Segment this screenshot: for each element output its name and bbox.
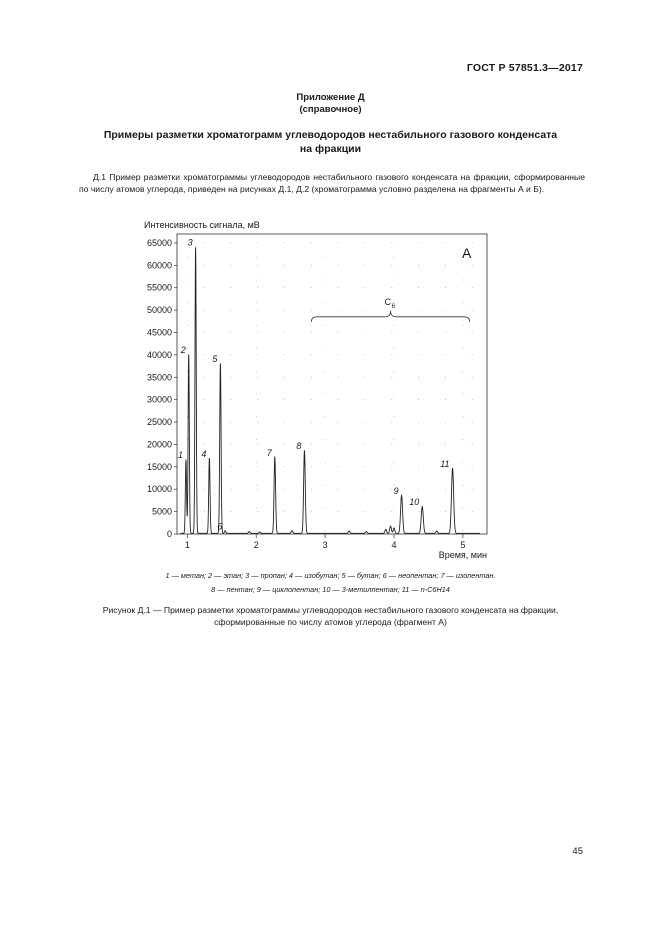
y-tick-label: 30000: [146, 394, 172, 405]
legend-item: [383, 571, 437, 580]
legend-item: [211, 585, 253, 594]
y-tick-label: 0: [166, 529, 172, 539]
legend-item: [257, 585, 318, 594]
legend-item-number: 3: [245, 571, 250, 580]
legend-dash: —: [330, 585, 342, 594]
legend-line-2: [0, 585, 661, 594]
legend-line-1: [0, 571, 661, 580]
peak-label: 10: [409, 497, 420, 508]
chromatogram-trace: [177, 247, 480, 533]
y-tick-label: 40000: [146, 349, 172, 360]
legend-separator: ;: [203, 571, 209, 580]
legend-dash: —: [444, 571, 456, 580]
peak-label: 2: [180, 344, 186, 355]
figure-caption-line2: сформированные по числу атомов углерода (фрагмент А): [214, 617, 447, 627]
legend-dash: —: [212, 571, 224, 580]
legend-separator: ;: [284, 571, 289, 580]
legend-item: [322, 585, 397, 594]
fragment-label: A: [462, 245, 472, 261]
legend-item: [208, 571, 241, 580]
y-tick-label: 50000: [146, 305, 172, 316]
legend-item-number: 4: [288, 571, 293, 580]
legend-item-number: 9: [256, 585, 261, 594]
y-tick-label: 60000: [146, 260, 172, 271]
y-tick-label: 35000: [146, 372, 172, 383]
legend-dash: —: [345, 571, 357, 580]
legend-item-name: изопентан.: [455, 571, 496, 580]
x-tick-label: 3: [322, 540, 328, 550]
legend-item-name: этан: [223, 571, 242, 580]
intro-paragraph: Д.1 Пример разметки хроматограммы углеводородов нестабильного газового конденсата на фракции, сформированные по числу атомов углерода, приведен на рисунках Д.1, Д.2 (хроматограмма условно разделена на фрагменты А и Б).: [79, 172, 585, 194]
legend-item-number: 10: [322, 585, 331, 594]
legend-separator: ;: [397, 585, 402, 594]
legend-item-name: циклопентан: [272, 585, 319, 594]
legend-item: [289, 571, 338, 580]
figure-caption: [60, 604, 601, 628]
legend-dash: —: [260, 585, 273, 594]
peak-label: 11: [440, 459, 450, 470]
legend-separator: ;: [436, 571, 441, 580]
legend-item-number: 6: [382, 571, 387, 580]
legend-item-number: 11: [401, 585, 410, 594]
y-axis-title: Интенсивность сигнала, мВ: [144, 220, 260, 230]
y-tick-label: 65000: [146, 237, 172, 248]
legend-item-name: пропан: [260, 571, 285, 580]
legend-dash: —: [409, 585, 421, 594]
legend-item: [342, 571, 379, 580]
c6-bracket: [311, 311, 469, 322]
c6-bracket-subscript: 6: [391, 302, 396, 310]
plot-frame: [177, 234, 487, 534]
peak-label: 1: [177, 450, 183, 461]
legend-item-number: 5: [341, 571, 346, 580]
peak-label: 7: [266, 447, 272, 458]
legend-item-name: бутан: [356, 571, 379, 580]
y-tick-label: 20000: [146, 439, 172, 450]
y-tick-label: 15000: [146, 461, 172, 472]
legend-item-number: 1: [165, 571, 170, 580]
peak-label: 8: [296, 441, 302, 452]
legend-item-name: пентан: [226, 585, 253, 594]
y-tick-label: 10000: [146, 484, 172, 495]
legend-dash: —: [292, 571, 305, 580]
peak-label: 5: [212, 353, 218, 364]
legend-item-name: неопентан: [398, 571, 437, 580]
legend-dash: —: [249, 571, 261, 580]
legend-separator: ;: [378, 571, 383, 580]
legend-item-name: n-C6H14: [420, 585, 450, 594]
y-tick-label: 55000: [146, 282, 172, 293]
x-tick-label: 2: [253, 540, 259, 550]
legend-item: [402, 585, 450, 594]
y-tick-label: 5000: [151, 506, 172, 517]
peak-label: 6: [217, 521, 223, 532]
legend-separator: ;: [318, 585, 323, 594]
legend-separator: ;: [337, 571, 342, 580]
legend-item-number: 8: [211, 585, 216, 594]
legend-item: [245, 571, 285, 580]
legend-separator: ;: [241, 571, 246, 580]
x-axis-title: Время, мин: [438, 550, 487, 560]
legend-dash: —: [215, 585, 227, 594]
legend-item-number: 2: [208, 571, 213, 580]
legend-separator: ;: [252, 585, 257, 594]
x-tick-label: 4: [391, 540, 397, 550]
x-tick-label: 5: [460, 540, 466, 550]
legend-item: [440, 571, 495, 580]
y-tick-label: 25000: [146, 417, 172, 428]
x-tick-label: 1: [184, 540, 190, 550]
page-number: 45: [572, 846, 583, 857]
appendix-title: Приложение Д: [296, 92, 365, 103]
appendix-subtitle: (справочное): [299, 104, 362, 115]
legend-item: [166, 571, 204, 580]
legend-item-number: 7: [440, 571, 445, 580]
legend-dash: —: [169, 571, 181, 580]
peak-label: 4: [201, 448, 207, 459]
standard-number: ГОСТ Р 57851.3—2017: [466, 62, 583, 74]
figure-caption-line1: Рисунок Д.1 — Пример разметки хроматограммы углеводородов нестабильного газового конденсата на фракции,: [102, 605, 559, 615]
peak-label: 3: [187, 237, 193, 248]
peak-label: 9: [393, 485, 399, 496]
legend-dash: —: [386, 571, 399, 580]
legend-item-name: 3-метилпентан: [341, 585, 398, 594]
section-title-line2: на фракции: [299, 143, 362, 155]
c6-bracket-label: C: [384, 296, 392, 307]
section-title-line1: Примеры разметки хроматограмм углеводородов нестабильного газового конденсата: [103, 129, 558, 141]
y-tick-label: 45000: [146, 327, 172, 338]
legend-item-name: изобутан: [304, 571, 338, 580]
legend-item-name: метан: [180, 571, 204, 580]
